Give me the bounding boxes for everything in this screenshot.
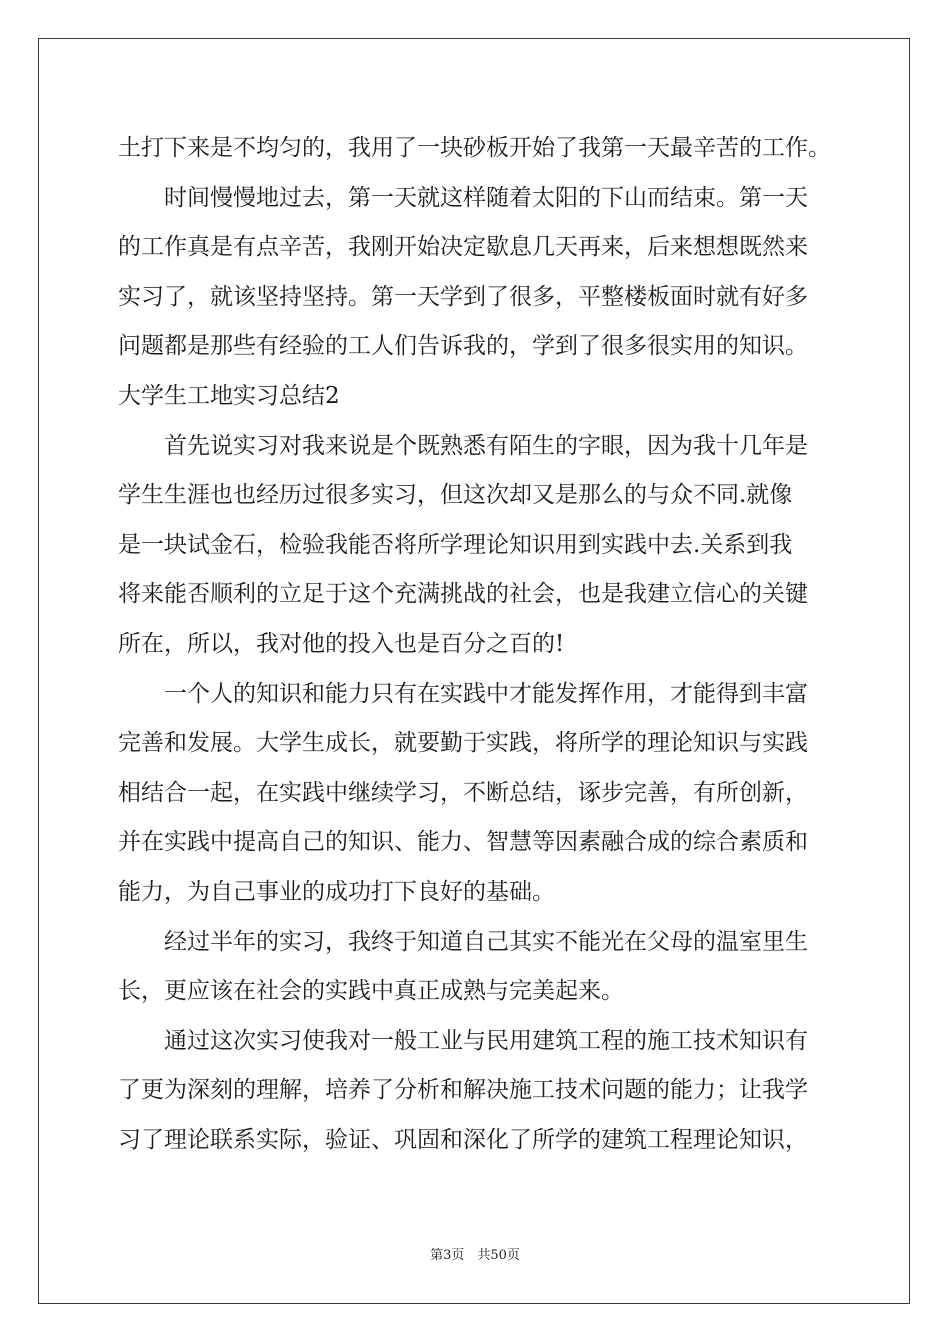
text-line: 能力，为自己事业的成功打下良好的基础。 bbox=[118, 879, 555, 905]
text-line: 问题都是那些有经验的工人们告诉我的，学到了很多很实用的知识。 bbox=[118, 333, 808, 359]
text-line: 了更为深刻的理解，培养了分析和解决施工技术问题的能力；让我学 bbox=[118, 1077, 808, 1103]
text-line: 土打下来是不均匀的，我用了一块砂板开始了我第一天最辛苦的工作。 bbox=[118, 135, 831, 161]
paragraph-first-line: 通过这次实习使我对一般工业与民用建筑工程的施工技术知识有 bbox=[164, 1028, 808, 1054]
page-number-footer: 第3页 共50页 bbox=[430, 1248, 520, 1263]
section-heading: 大学生工地实习总结2 bbox=[118, 383, 340, 409]
text-line: 长，更应该在社会的实践中真正成熟与完美起来。 bbox=[118, 978, 624, 1004]
text-line: 相结合一起，在实践中继续学习，不断总结，诼步完善，有所创新， bbox=[118, 780, 808, 806]
page-border bbox=[38, 38, 910, 1304]
text-line: 学生生涯也也经历过很多实习，但这次却又是那么的与众不同.就像 bbox=[118, 482, 793, 508]
text-line: 的工作真是有点辛苦，我刚开始决定歇息几天再来，后来想想既然来 bbox=[118, 234, 808, 260]
paragraph-first-line: 一个人的知识和能力只有在实践中才能发挥作用，才能得到丰富 bbox=[164, 681, 808, 707]
text-line: 将来能否顺利的立足于这个充满挑战的社会，也是我建立信心的关键 bbox=[118, 581, 808, 607]
text-line: 是一块试金石，检验我能否将所学理论知识用到实践中去.关系到我 bbox=[118, 532, 793, 558]
paragraph-first-line: 首先说实习对我来说是个既熟悉有陌生的字眼，因为我十几年是 bbox=[164, 433, 808, 459]
text-line: 并在实践中提高自己的知识、能力、智慧等因素融合成的综合素质和 bbox=[118, 829, 808, 855]
text-line: 完善和发展。大学生成长，就要勤于实践，将所学的理论知识与实践 bbox=[118, 730, 808, 756]
paragraph-first-line: 经过半年的实习，我终于知道自己其实不能光在父母的温室里生 bbox=[164, 929, 808, 955]
text-line: 习了理论联系实际，验证、巩固和深化了所学的建筑工程理论知识， bbox=[118, 1127, 808, 1153]
text-line: 所在，所以，我对他的投入也是百分之百的! bbox=[118, 631, 565, 657]
text-line: 实习了，就该坚持坚持。第一天学到了很多，平整楼板面时就有好多 bbox=[118, 284, 808, 310]
paragraph-first-line: 时间慢慢地过去，第一天就这样随着太阳的下山而结束。第一天 bbox=[164, 185, 808, 211]
